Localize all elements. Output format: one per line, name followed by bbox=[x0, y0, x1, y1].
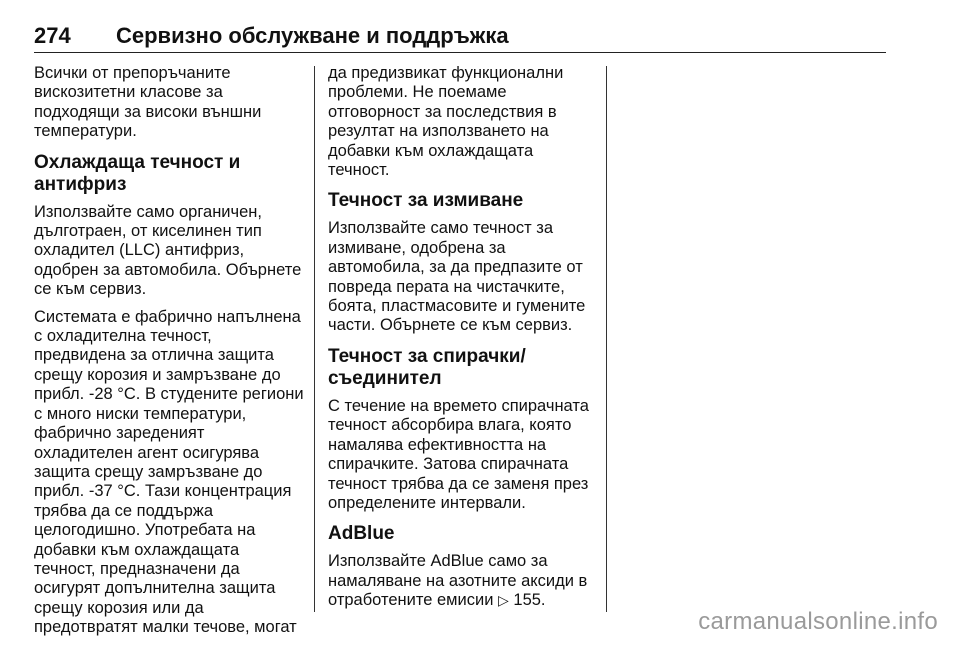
heading-adblue: AdBlue bbox=[328, 523, 395, 545]
coolant-paragraph-continued: да предизвикат функционални проблеми. Не поемаме отговорност за последствия в резултат на използването на добавки към охлаждащата течност. bbox=[328, 64, 564, 180]
washer-fluid-paragraph: Използвайте само течност за измиване, одобрена за автомобила, за да предпазите от повреда перата на чистачките, боята, пластмасовите и гумените части. Обърнете се към сервиз. bbox=[328, 219, 586, 335]
page-reference-link[interactable]: 155. bbox=[513, 591, 546, 610]
page-reference-arrow-icon: ▷ bbox=[498, 592, 509, 609]
watermark: carmanualsonline.info bbox=[698, 608, 938, 635]
heading-coolant: Охлаждаща течност и антифриз bbox=[34, 151, 241, 195]
coolant-paragraph-2: Системата е фабрично напълнена с охладителна течност, предвидена за отлична защита срещу корозия и замръзване до прибл. -28 °C. В студените региони с много ниски температури, фабрично зареденият охладителен агент осигурява защита срещу замръзване до прибл. -37 °C. Тази концентрация трябва да се поддържа целогодишно. Употребата на добавки към охлаждащата течност, предназначени да осигурят допълнителна защита срещу корозия или да предотвратят малки течове, могат bbox=[34, 307, 304, 637]
page-number: 274 bbox=[34, 23, 71, 48]
heading-washer-fluid: Течност за измиване bbox=[328, 190, 524, 212]
column-divider-2 bbox=[606, 66, 607, 612]
heading-brake-fluid: Течност за спирачки/ съединител bbox=[328, 345, 526, 389]
column-1 bbox=[34, 64, 309, 646]
brake-fluid-paragraph: С течение на времето спирачната течност абсорбира влага, която намалява ефективността на спирачките. Затова спирачната течност трябва да се заменя през определените интервали. bbox=[328, 396, 589, 512]
column-divider-1 bbox=[314, 66, 315, 612]
adblue-paragraph: Използвайте AdBlue само за намаляване на азотните аксиди в отработените емисии ▷ 155. bbox=[328, 552, 598, 610]
page-header bbox=[34, 22, 886, 53]
column-2 bbox=[328, 64, 598, 619]
page-title: Сервизно обслужване и поддръжка bbox=[116, 23, 509, 48]
adblue-last-line: отработените емисии ▷ 155. bbox=[328, 591, 546, 610]
intro-paragraph: Всички от препоръчаните вискозитетни класове за подходящи за високи външни температури. bbox=[34, 64, 262, 141]
coolant-paragraph-1: Използвайте само органичен, дълготраен, от киселинен тип охладител (LLC) антифриз, одобрен за автомобила. Обърнете се към сервиз. bbox=[34, 202, 302, 299]
